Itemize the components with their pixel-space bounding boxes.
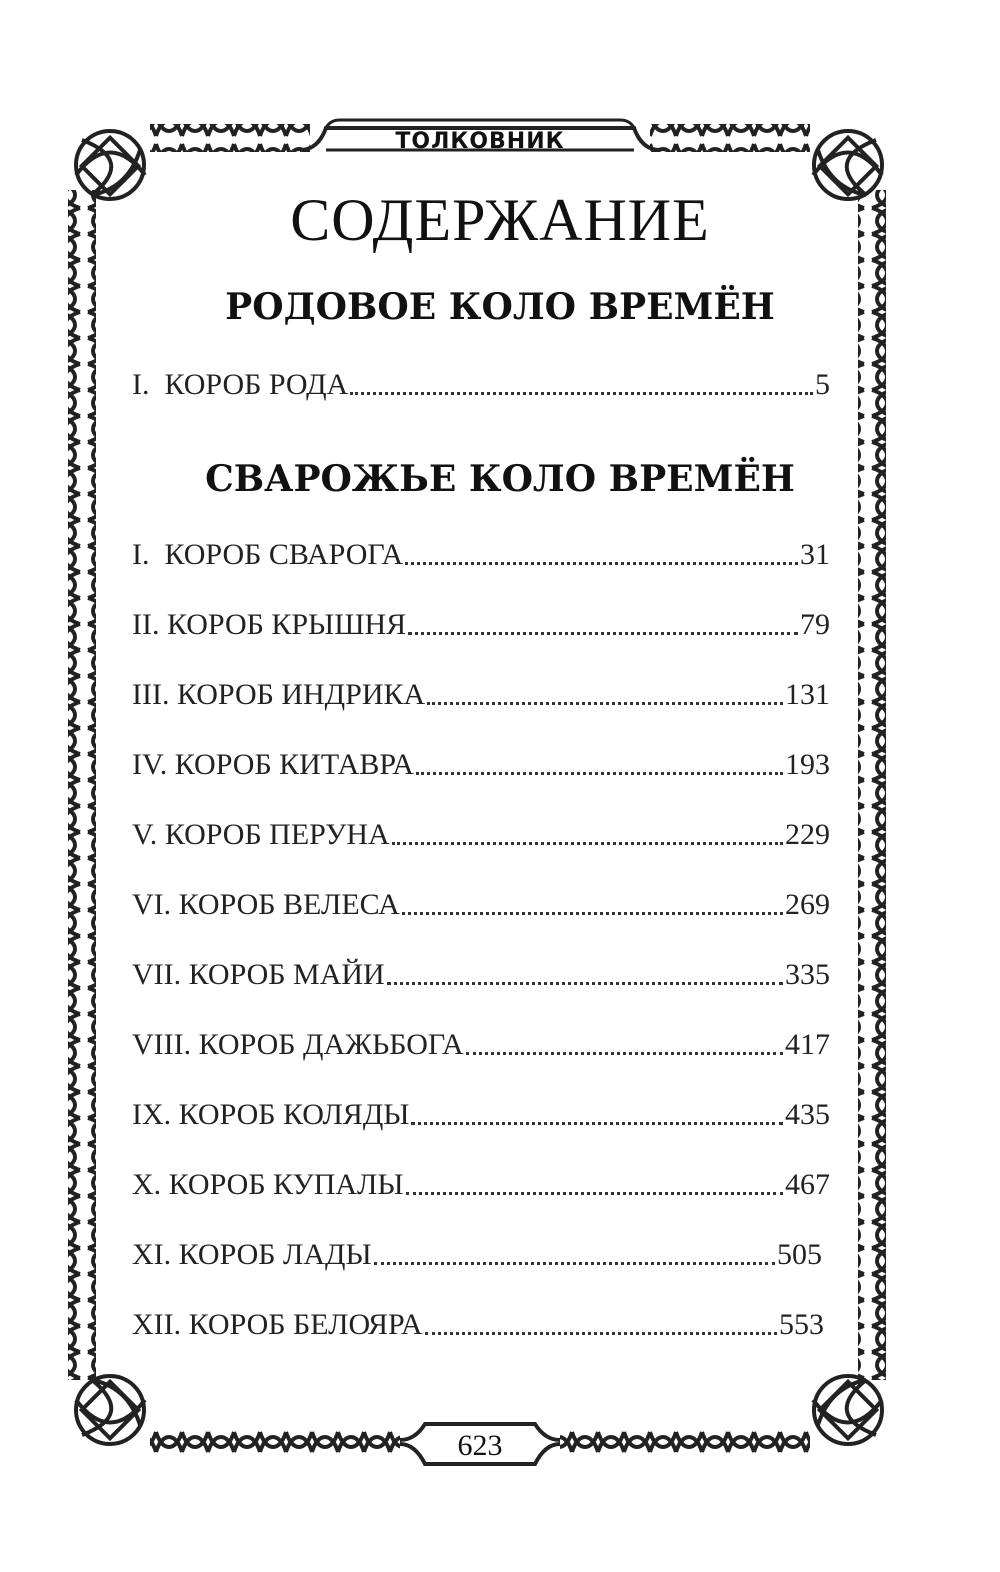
toc-entry-number: X. (132, 1168, 162, 1201)
toc-entry-title: КОРОБ КРЫШНЯ (166, 608, 407, 641)
toc-entry (132, 815, 830, 855)
toc-entry-page: 467 (785, 1168, 830, 1201)
toc-entry-title: КОРОБ МАЙИ (188, 958, 385, 991)
toc-entry-title: КОРОБ ИНДРИКА (176, 678, 426, 711)
dot-leader (425, 1332, 777, 1335)
toc-entry (132, 955, 830, 995)
toc-entry (132, 885, 830, 925)
toc-entry (132, 535, 830, 575)
toc-entry-number: VI. (132, 888, 172, 921)
toc-entry-number: VII. (132, 958, 182, 991)
toc-entry-page: 417 (785, 1028, 830, 1061)
toc-entry-page: 335 (785, 958, 830, 991)
dot-leader (416, 772, 783, 775)
toc-entry-title: КОРОБ БЕЛОЯРА (188, 1308, 423, 1341)
toc-entry-title: КОРОБ КИТАВРА (174, 748, 414, 781)
toc-entry-number: I. (132, 538, 150, 571)
toc-entry-page: 131 (785, 678, 830, 711)
toc-entry-title: КОРОБ ДАЖЬБОГА (198, 1028, 464, 1061)
toc-entry-page: 553 (779, 1308, 824, 1341)
toc-entry (132, 365, 830, 405)
running-header: ТОЛКОВНИК (395, 129, 565, 154)
toc-entry-title: КОРОБ РОДА (164, 368, 349, 401)
toc-entry-number: XI. (132, 1238, 172, 1271)
dot-leader (350, 392, 813, 395)
dot-leader (406, 1192, 783, 1195)
dot-leader (392, 842, 783, 845)
toc-entry-title: КОРОБ ПЕРУНА (164, 818, 390, 851)
dot-leader (402, 912, 783, 915)
toc-entry-number: IX. (132, 1098, 172, 1131)
toc-entry-page: 435 (785, 1098, 830, 1131)
toc-entry-page: 31 (800, 538, 830, 571)
toc-entry (132, 1095, 830, 1135)
toc-entry (132, 1305, 824, 1345)
toc-entry-number: VIII. (132, 1028, 192, 1061)
dot-leader (411, 1122, 783, 1125)
toc-entry-title: КОРОБ СВАРОГА (164, 538, 404, 571)
dot-leader (427, 702, 783, 705)
section-heading-svarozhye: СВАРОЖЬЕ КОЛО ВРЕМЁН (205, 458, 795, 500)
toc-entry-page: 269 (785, 888, 830, 921)
page-number: 623 (457, 1429, 503, 1462)
toc-entry-page: 193 (785, 748, 830, 781)
toc-entry-title: КОРОБ КУПАЛЫ (168, 1168, 404, 1201)
toc-entry (132, 605, 830, 645)
toc-entry (132, 745, 830, 785)
dot-leader (405, 562, 798, 565)
toc-entry (132, 1025, 830, 1065)
toc-entry-title: КОРОБ ЛАДЫ (178, 1238, 372, 1271)
toc-entry (132, 1235, 822, 1275)
toc-entry-title: КОРОБ КОЛЯДЫ (178, 1098, 410, 1131)
section-heading-rodovoe: РОДОВОЕ КОЛО ВРЕМЁН (225, 286, 775, 328)
corner-knot-bottom-left (76, 1376, 145, 1444)
dot-leader (374, 1262, 775, 1265)
toc-entry-page: 5 (815, 368, 830, 401)
toc-entry-page: 505 (777, 1238, 822, 1271)
toc-entry (132, 1165, 830, 1205)
dot-leader (408, 632, 798, 635)
page-title: СОДЕРЖАНИЕ (290, 187, 710, 253)
toc-entry-title: КОРОБ ВЕЛЕСА (178, 888, 400, 921)
toc-entry-number: III. (132, 678, 170, 711)
toc-entry-page: 229 (785, 818, 830, 851)
dot-leader (387, 982, 783, 985)
toc-entry (132, 675, 830, 715)
corner-knot-bottom-right (813, 1376, 882, 1444)
toc-entry-number: V. (132, 818, 158, 851)
toc-entry-number: XII. (132, 1308, 182, 1341)
toc-entry-page: 79 (800, 608, 830, 641)
toc-entry-number: I. (132, 368, 150, 401)
toc-entry-number: IV. (132, 748, 168, 781)
dot-leader (466, 1052, 783, 1055)
toc-entry-number: II. (132, 608, 160, 641)
